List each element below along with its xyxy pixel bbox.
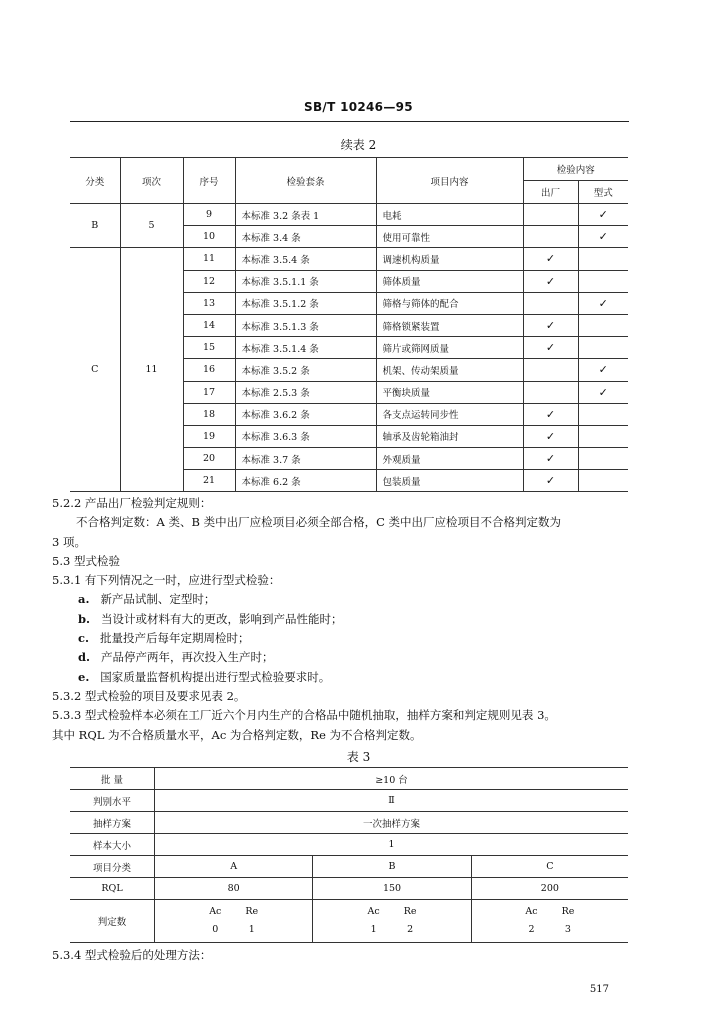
row-type-check: [578, 448, 628, 470]
list-item: a. 新产品试制、定型时；: [78, 592, 216, 607]
row-type-check: [578, 403, 628, 425]
class-c: C: [471, 856, 628, 878]
row-content: 调速机构质量: [376, 248, 523, 270]
row-content: 平衡块质量: [376, 381, 523, 403]
standard-code-header: SB/T 10246—95: [304, 100, 413, 114]
row-clause: 本标准 3.5.1.1 条: [235, 270, 376, 292]
body-text: [52, 494, 672, 745]
sampling-plan-table: [70, 767, 628, 943]
batch-value: ≥10 台: [155, 768, 629, 790]
row-factory-check: [523, 204, 578, 226]
header-clause: 检验套条: [235, 158, 376, 204]
row-content: 筛格与筛体的配合: [376, 292, 523, 314]
section-5-2-2-title: 5.2.2 产品出厂检验判定规则：: [52, 496, 212, 510]
row-clause: 本标准 2.5.3 条: [235, 381, 376, 403]
page-number: 517: [589, 984, 609, 995]
row-type-check: ✓: [578, 226, 628, 248]
re-label: Re: [403, 906, 417, 917]
row-seq: 17: [183, 381, 235, 403]
row-factory-check: [523, 292, 578, 314]
section-5-3-3: 5.3.3 型式检验样本必须在工厂近六个月内生产的合格品中随机抽取，抽样方案和判定规则见表 3。: [52, 708, 556, 723]
class-b: B: [313, 856, 471, 878]
ac-value: 1: [370, 924, 377, 935]
re-value: 1: [248, 924, 255, 935]
row-seq: 14: [183, 314, 235, 336]
row-factory-check: [523, 226, 578, 248]
list-item: b. 当设计或材料有大的更改，影响到产品性能时；: [78, 611, 343, 626]
row-factory-check: ✓: [523, 470, 578, 492]
row-seq: 12: [183, 270, 235, 292]
row-clause: 本标准 3.6.3 条: [235, 425, 376, 447]
row-factory-check: ✓: [523, 448, 578, 470]
table3-caption: 表 3: [346, 750, 371, 764]
row-content: 外观质量: [376, 448, 523, 470]
row-seq: 19: [183, 425, 235, 447]
header-type: 型式: [578, 181, 628, 204]
row-content: 使用可靠性: [376, 226, 523, 248]
re-label: Re: [561, 906, 575, 917]
rql-c: 200: [471, 878, 628, 900]
header-category: 分类: [70, 158, 120, 204]
header-item-count: 项次: [120, 158, 183, 204]
re-label: Re: [245, 906, 259, 917]
row-seq: 9: [183, 204, 235, 226]
level-value: Ⅱ: [155, 790, 629, 812]
row-seq: 13: [183, 292, 235, 314]
section-5-3-heading: 5.3 型式检验: [52, 553, 120, 568]
row-type-check: [578, 425, 628, 447]
row-clause: 本标准 3.4 条: [235, 226, 376, 248]
header-factory: 出厂: [523, 181, 578, 204]
header-rule: [70, 121, 629, 122]
row-content: 筛片或筛网质量: [376, 337, 523, 359]
re-value: 2: [407, 924, 414, 935]
row-type-check: ✓: [578, 381, 628, 403]
row-clause: 本标准 3.5.1.2 条: [235, 292, 376, 314]
row-content: 筛格锁紧装置: [376, 314, 523, 336]
row-content: 筛体质量: [376, 270, 523, 292]
row-seq: 11: [183, 248, 235, 270]
row-seq: 20: [183, 448, 235, 470]
row-type-check: [578, 270, 628, 292]
judge-b: [313, 900, 471, 943]
list-item: d. 产品停产两年，再次投入生产时；: [78, 650, 274, 665]
row-factory-check: [523, 381, 578, 403]
row-type-check: ✓: [578, 204, 628, 226]
row-factory-check: ✓: [523, 425, 578, 447]
judge-c: [471, 900, 628, 943]
plan-label: 抽样方案: [70, 812, 155, 834]
row-factory-check: ✓: [523, 248, 578, 270]
section-5-3-1: 5.3.1 有下列情况之一时，应进行型式检验：: [52, 573, 281, 588]
group-c-count: 11: [120, 248, 183, 492]
row-factory-check: [523, 359, 578, 381]
section-5-2-2-body: 不合格判定数：A 类、B 类中出厂应检项目必须全部合格，C 类中出厂应检项目不合格判定数为: [76, 515, 562, 530]
row-type-check: [578, 248, 628, 270]
row-content: 轴承及齿轮箱油封: [376, 425, 523, 447]
plan-value: 一次抽样方案: [155, 812, 629, 834]
row-factory-check: ✓: [523, 314, 578, 336]
row-factory-check: ✓: [523, 403, 578, 425]
judge-a: [155, 900, 313, 943]
row-clause: 本标准 3.5.2 条: [235, 359, 376, 381]
row-clause: 本标准 3.5.4 条: [235, 248, 376, 270]
re-value: 3: [564, 924, 571, 935]
ac-value: 2: [528, 924, 535, 935]
level-label: 判别水平: [70, 790, 155, 812]
table2-caption: 续表 2: [340, 138, 377, 152]
rql-a: 80: [155, 878, 313, 900]
section-5-3-3-cont: 其中 RQL 为不合格质量水平，Ac 为合格判定数，Re 为不合格判定数。: [52, 727, 422, 742]
ac-label: Ac: [367, 906, 380, 917]
row-factory-check: ✓: [523, 270, 578, 292]
row-seq: 16: [183, 359, 235, 381]
class-label: 项目分类: [70, 856, 155, 878]
table-row: [70, 248, 628, 270]
row-factory-check: ✓: [523, 337, 578, 359]
rql-label: RQL: [70, 878, 155, 900]
row-clause: 本标准 3.5.1.3 条: [235, 314, 376, 336]
list-item: c. 批量投产后每年定期周检时；: [78, 631, 250, 646]
row-clause: 本标准 3.5.1.4 条: [235, 337, 376, 359]
header-content: 项目内容: [376, 158, 523, 204]
judge-label: 判定数: [70, 900, 155, 943]
row-type-check: ✓: [578, 359, 628, 381]
ac-label: Ac: [525, 906, 538, 917]
row-clause: 本标准 6.2 条: [235, 470, 376, 492]
inspection-items-table: [70, 157, 628, 492]
list-item: e. 国家质量监督机构提出进行型式检验要求时。: [78, 669, 331, 684]
row-clause: 本标准 3.2 条表 1: [235, 204, 376, 226]
sample-size-value: 1: [155, 834, 629, 856]
row-content: 电耗: [376, 204, 523, 226]
row-seq: 18: [183, 403, 235, 425]
section-5-2-2-body-cont: 3 项。: [52, 534, 86, 549]
class-a: A: [155, 856, 313, 878]
group-c-label: C: [70, 248, 120, 492]
row-content: 包装质量: [376, 470, 523, 492]
row-seq: 15: [183, 337, 235, 359]
batch-label: 批 量: [70, 768, 155, 790]
row-type-check: ✓: [578, 292, 628, 314]
ac-label: Ac: [209, 906, 222, 917]
ac-value: 0: [212, 924, 219, 935]
rql-b: 150: [313, 878, 471, 900]
row-type-check: [578, 470, 628, 492]
group-b-label: B: [70, 204, 120, 248]
table-row: [70, 204, 628, 226]
sample-size-label: 样本大小: [70, 834, 155, 856]
row-seq: 10: [183, 226, 235, 248]
section-5-3-4: 5.3.4 型式检验后的处理方法：: [52, 948, 212, 962]
row-type-check: [578, 337, 628, 359]
row-clause: 本标准 3.6.2 条: [235, 403, 376, 425]
row-type-check: [578, 314, 628, 336]
group-b-count: 5: [120, 204, 183, 248]
header-seq: 序号: [183, 158, 235, 204]
row-content: 各支点运转同步性: [376, 403, 523, 425]
section-5-3-2: 5.3.2 型式检验的项目及要求见表 2。: [52, 688, 246, 703]
row-clause: 本标准 3.7 条: [235, 448, 376, 470]
header-inspection: 检验内容: [523, 158, 628, 181]
row-seq: 21: [183, 470, 235, 492]
row-content: 机架、传动架质量: [376, 359, 523, 381]
